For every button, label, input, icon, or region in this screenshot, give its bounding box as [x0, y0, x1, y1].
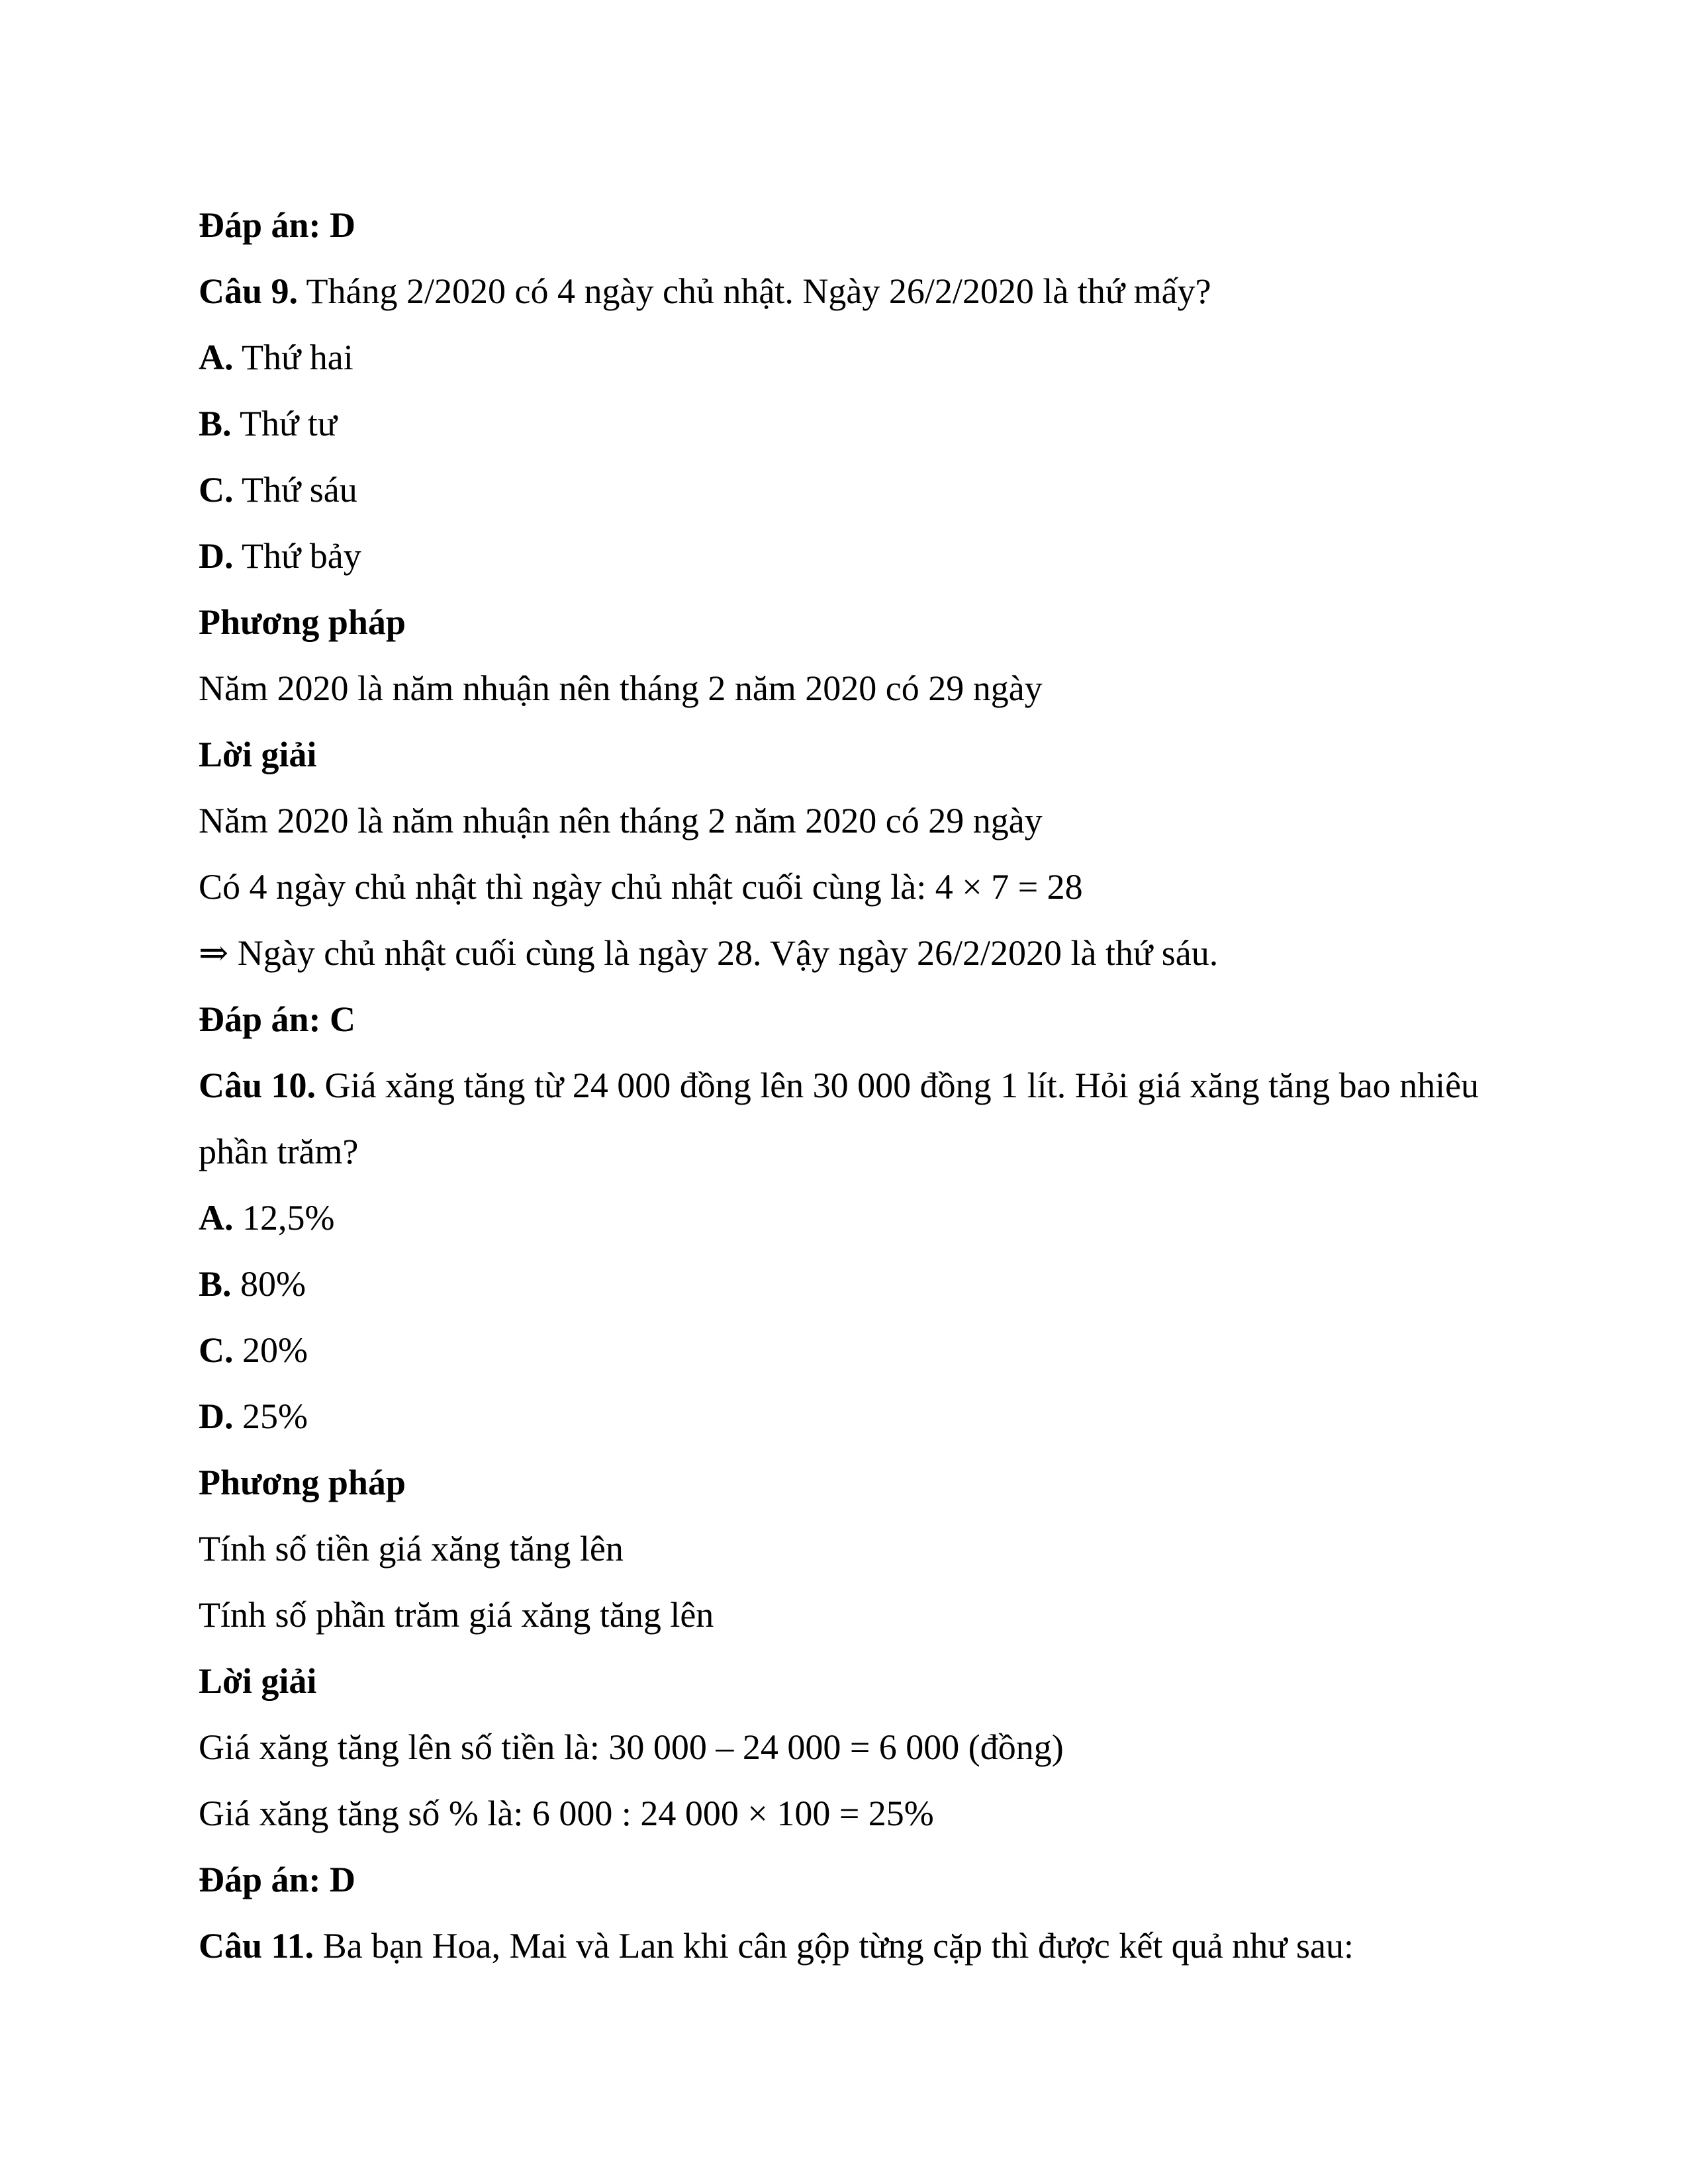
option-d: D. Thứ bảy — [199, 536, 361, 576]
question-text: Giá xăng tăng từ 24 000 đồng lên 30 000 đồng 1 lít. Hỏi giá xăng tăng bao nhiêu phần trăm? — [199, 1066, 1479, 1171]
option-c: C. Thứ sáu — [199, 470, 357, 510]
solution-heading: Lời giải — [199, 735, 317, 774]
method-line: Năm 2020 là năm nhuận nên tháng 2 năm 2020 có 29 ngày — [199, 668, 1043, 708]
answer-line: Đáp án: D — [199, 205, 356, 245]
option-a: A. 12,5% — [199, 1198, 335, 1238]
method-line: Tính số phần trăm giá xăng tăng lên — [199, 1595, 714, 1635]
question-number: Câu 10. — [199, 1066, 316, 1105]
option-c: C. 20% — [199, 1330, 308, 1370]
method-line: Tính số tiền giá xăng tăng lên — [199, 1529, 624, 1569]
solution-line: Năm 2020 là năm nhuận nên tháng 2 năm 2020 có 29 ngày — [199, 801, 1043, 841]
document-page — [199, 192, 1489, 1979]
question-11 — [199, 1913, 1489, 1979]
question-number: Câu 9. — [199, 271, 299, 311]
question-text: Tháng 2/2020 có 4 ngày chủ nhật. Ngày 26/2/2020 là thứ mấy? — [298, 271, 1211, 311]
option-b: B. Thứ tư — [199, 404, 338, 443]
answer-line: Đáp án: D — [199, 1860, 356, 1899]
question-9 — [199, 258, 1489, 324]
option-a: A. Thứ hai — [199, 338, 353, 377]
solution-line: ⇒ Ngày chủ nhật cuối cùng là ngày 28. Vậy ngày 26/2/2020 là thứ sáu. — [199, 933, 1219, 973]
question-text: Ba bạn Hoa, Mai và Lan khi cân gộp từng cặp thì được kết quả như sau: — [314, 1926, 1354, 1966]
question-10 — [199, 1052, 1489, 1185]
option-b: B. 80% — [199, 1264, 306, 1304]
method-heading: Phương pháp — [199, 602, 406, 642]
question-number: Câu 11. — [199, 1926, 314, 1966]
solution-line: Giá xăng tăng lên số tiền là: 30 000 – 24 000 = 6 000 (đồng) — [199, 1727, 1064, 1767]
solution-heading: Lời giải — [199, 1661, 317, 1701]
option-d: D. 25% — [199, 1396, 308, 1436]
solution-line: Có 4 ngày chủ nhật thì ngày chủ nhật cuối cùng là: 4 × 7 = 28 — [199, 867, 1083, 907]
solution-line: Giá xăng tăng số % là: 6 000 : 24 000 × 100 = 25% — [199, 1794, 934, 1833]
method-heading: Phương pháp — [199, 1463, 406, 1502]
answer-line: Đáp án: C — [199, 999, 356, 1039]
